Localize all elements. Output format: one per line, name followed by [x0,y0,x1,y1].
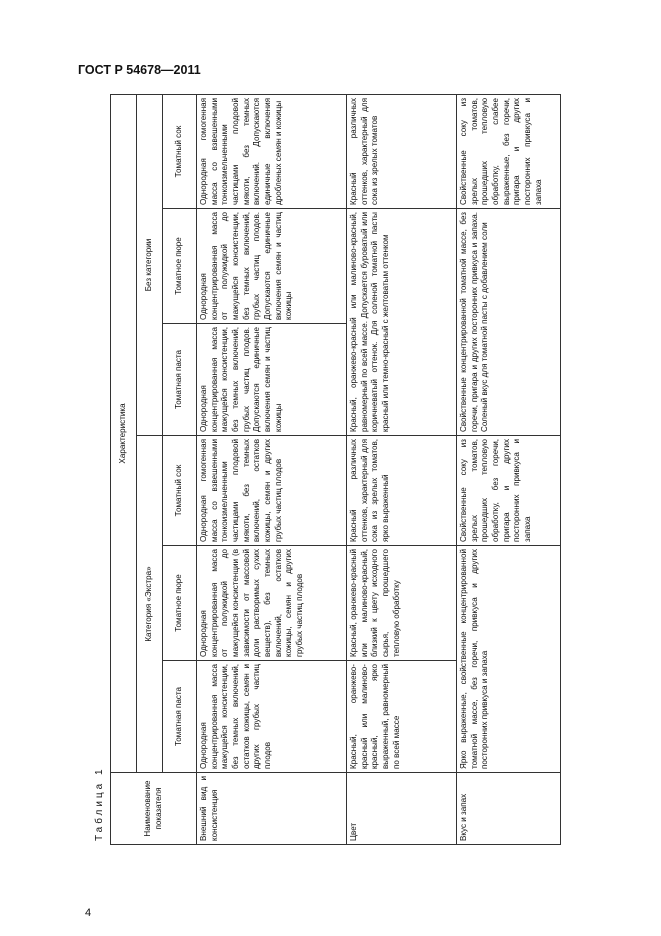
table-caption: Таблица 1 [94,766,105,841]
appearance-extra-puree: Однородная концентрированная масса от полужидкой до мажущейся консистенции (в зависимости от массовой доли растворимых сухих веществ), без темных включений, остатков кожицы, семян и других грубых частиц плодов [197,546,347,661]
row-color-name: Цвет [347,773,457,845]
appearance-extra-paste: Однородная концентрированная масса мажущейся консистенции, без темных включений, остатков кожицы, семян и других грубых частиц плодов [197,661,347,773]
appearance-nocat-puree: Однородная концентрированная масса от полужидкой до мажущейся консистенции, без темных включений, грубых частиц плодов. Допускаются единичные включения семян и частиц кожицы [197,209,347,324]
taste-nocat-paste-puree: Свойственные концентрированной томатной массе, без горечи, пригара и других посторонних привкуса и запаха. Соленый вкус для томатной пасты с добавлением соли [457,209,561,436]
color-extra-juice: Красный различных оттенков, характерный для сока из зрелых томатов, ярко выраженный [347,436,457,546]
appearance-nocat-paste: Однородная концентрированная масса мажущейся консистенции, без темных включений, грубых частиц плодов. Допускаются единичные включения семян и частиц кожицы [197,324,347,436]
document-header: ГОСТ Р 54678—2011 [78,63,201,77]
table-row [347,94,457,844]
nocat-juice-header: Томатный сок [163,94,197,208]
extra-paste-header: Томатная паста [163,661,197,773]
characteristic-header: Характеристика [111,94,137,772]
extra-puree-header: Томатное пюре [163,546,197,661]
no-category-header: Без категории [137,94,163,435]
indicator-header: Наименование показателя [111,773,197,845]
row-appearance-name: Внешний вид и консистенция [197,773,347,845]
nocat-puree-header: Томатное пюре [163,209,197,324]
appearance-extra-juice: Однородная гомогенная масса со взвешенными тонкоизмельченными частицами плодовой мякоти, без темных включений, остатков кожицы, семян и других грубых частиц плодов [197,436,347,546]
taste-extra-paste-puree: Ярко выраженные, свойственные концентрированной томатной массе, без горечи, привкуса и других посторонних привкуса и запаха [457,546,561,773]
color-nocat-juice: Красный различных оттенков, характерный для сока из зрелых томатов [347,94,457,208]
extra-juice-header: Томатный сок [163,436,197,546]
appearance-nocat-juice: Однородная гомогенная масса со взвешенными тонкоизмельченными частицами плодовой мякоти, без темных включений. Допускаются единичные включения дробленых семян и кожицы [197,94,347,208]
color-extra-paste: Красный, оранжево-красный или малиново-красный, ярко выраженный, равномерный по всей массе [347,661,457,773]
row-taste-name: Вкус и запах [457,773,561,845]
nocat-paste-header: Томатная паста [163,324,197,436]
taste-extra-juice: Свойственные соку из зрелых томатов, прошедших тепловую обработку, без горечи, пригара и других посторонних привкуса и запаха [457,436,561,546]
extra-category-header: Категория «Экстра» [137,436,163,773]
characteristics-table [110,94,561,845]
table-row [197,94,347,844]
rotated-table-block [90,95,560,845]
page-number: 4 [85,907,92,919]
table-row [457,94,561,844]
color-nocat-paste-puree: Красный, оранжево-красный или малиново-красный, равномерный по всей массе. Допускается буроватый или коричневатый оттенок. Для соленой томатной пасты красный или темно-красный с желтоватым оттенком [347,209,457,436]
taste-nocat-juice: Свойственные соку из зрелых томатов, прошедших тепловую обработку, слабее выраженные, без горечи, пригара и других посторонних привкуса и запаха [457,94,561,208]
color-extra-puree: Красный, оранжево-красный или малиново-красный, близкий к цвету исходного сырья, прошедшего тепловую обработку [347,546,457,661]
